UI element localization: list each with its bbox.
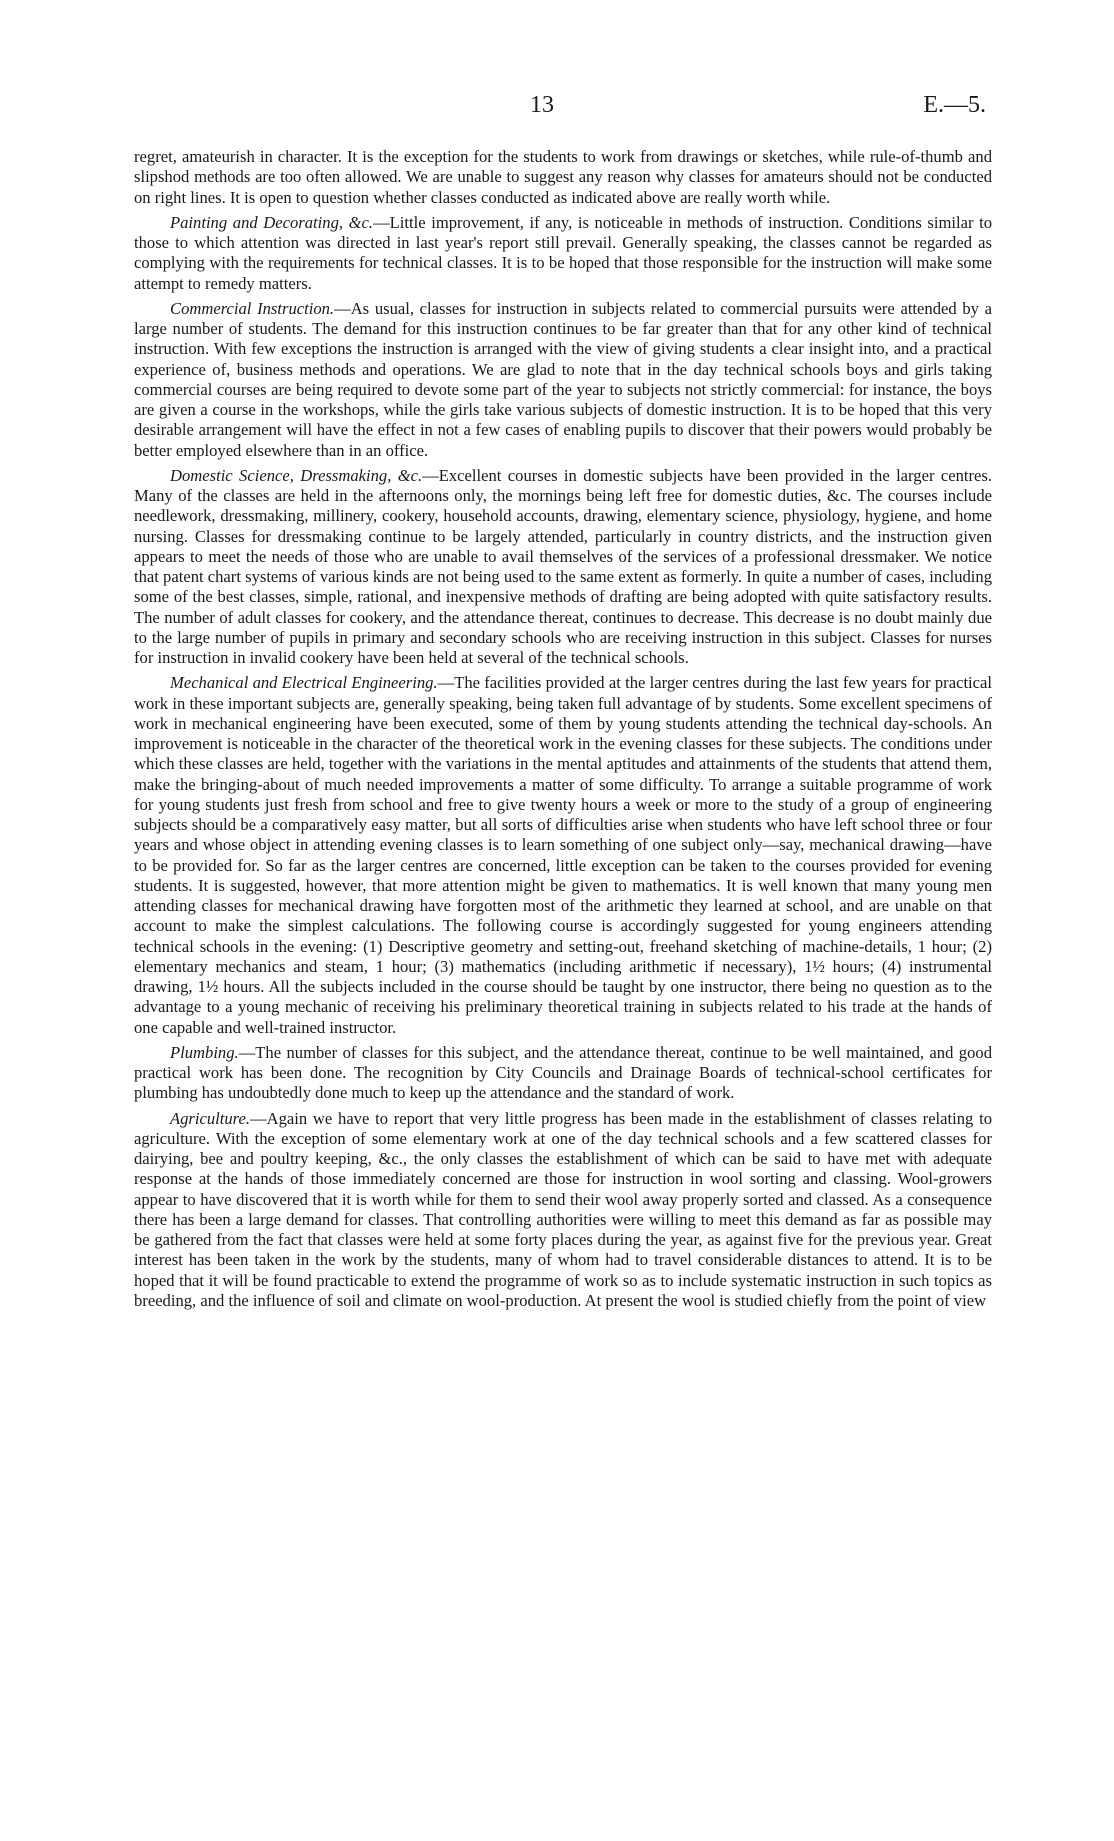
- page-code: E.—5.: [923, 92, 986, 118]
- paragraph-commercial-instruction: [134, 299, 992, 461]
- paragraph-text: —The number of classes for this subject, and the attendance thereat, continue to be well maintained, and good practical work has been done. The recognition by City Councils and Drainage Boards of technical-school certificates for plumbing has undoubtedly done much to keep up the attendance and the standard of work.: [134, 1042, 992, 1103]
- section-heading: Agriculture.: [170, 1108, 251, 1128]
- page-number: 13: [530, 92, 554, 118]
- paragraph-text: regret, amateurish in character. It is the exception for the students to work from drawings or sketches, while rule-of-thumb and slipshod methods are too often allowed. We are unable to suggest any reason why classes for amateurs should not be conducted on right lines. It is open to question whether classes conducted as indicated above are really worth while.: [134, 147, 992, 207]
- body-text: [134, 147, 992, 1316]
- paragraph-text: —As usual, classes for instruction in subjects related to commercial pursuits were attended by a large number of students. The demand for this instruction continues to be far greater than that for any other kind of technical instruction. With few exceptions the instruction is arranged with the view of giving students a clear insight into, and a practical experience of, business methods and operations. We are glad to note that in the day technical schools boys and girls taking commercial courses are being required to devote some part of the year to subjects not strictly commercial: for instance, the boys are given a course in the workshops, while the girls take various subjects of domestic instruction. It is to be hoped that this very desirable arrangement will have the effect in not a few cases of enabling pupils to discover that their powers would probably be better employed elsewhere than in an office.: [134, 298, 992, 460]
- section-heading: Mechanical and Electrical Engineering.: [170, 673, 438, 693]
- paragraph-plumbing: [134, 1043, 992, 1104]
- paragraph-text: —The facilities provided at the larger centres during the last few years for practical work in these important subjects are, generally speaking, being taken full advantage of by students. Some excellent specimens of work in mechanical engineering have been executed, some of them by young students attending the technical day-schools. An improvement is noticeable in the character of the theoretical work in the evening classes for these subjects. The conditions under which these classes are held, together with the variations in the mental aptitudes and attainments of the students that attend them, make the bringing-about of much needed improvements a matter of some difficulty. To arrange a suitable programme of work for young students just fresh from school and free to give twenty hours a week or more to the study of a group of engineering subjects should be a comparatively easy matter, but all sorts of difficulties arise when students who have left school three or four years and whose object in attending evening classes is to learn something of one subject only—say, mechanical drawing—have to be provided for. So far as the larger centres are concerned, little exception can be taken to the courses provided for evening students. It is suggested, however, that more attention might be given to mathematics. It is well known that many young men attending classes for mechanical drawing have forgotten most of the arithmetic they learned at school, and are unable on that account to make the simplest calculations. The following course is accordingly suggested for young engineers attending technical schools in the evening: (1) Descriptive geometry and setting-out, freehand sketching of machine-details, 1 hour; (2) elementary mechanics and steam, 1 hour; (3) mathematics (including arithmetic if necessary), 1½ hours; (4) instrumental drawing, 1½ hours. All the subjects included in the course should be taught by one instructor, there being no question as to the advantage to a young mechanic of receiving his preliminary theoretical training in subjects related to his trade at the hands of one capable and well-trained instructor.: [134, 673, 992, 1037]
- page-header: [0, 92, 1114, 122]
- paragraph-engineering: [134, 673, 992, 1038]
- section-heading: Plumbing.: [170, 1042, 239, 1062]
- paragraph-text: —Little improvement, if any, is noticeable in methods of instruction. Conditions similar to those to which attention was directed in last year's report still prevail. Generally speaking, the classes cannot be regarded as complying with the requirements for technical classes. It is to be hoped that those responsible for the instruction will make some attempt to remedy matters.: [134, 212, 993, 293]
- section-heading: Commercial Instruction.: [170, 298, 335, 318]
- paragraph-continuation: [134, 147, 992, 208]
- paragraph-domestic-science: [134, 466, 992, 669]
- paragraph-text: —Again we have to report that very little progress has been made in the establishment of classes relating to agriculture. With the exception of some elementary work at one of the day technical schools and a few scattered classes for dairying, bee and poultry keeping, &c., the only classes the establishment of which can be said to have met with adequate response at the hands of those immediately concerned are those for instruction in wool sorting and classing. Wool-growers appear to have discovered that it is worth while for them to send their wool away properly sorted and classed. As a consequence there has been a large demand for classes. That controlling authorities were willing to meet this demand as far as possible may be gathered from the fact that classes were held at some forty places during the year, as against five for the previous year. Great interest has been taken in the work by the students, many of whom had to travel considerable distances to attend. It is to be hoped that it will be found practicable to extend the programme of work so as to include systematic instruction in such topics as breeding, and the influence of soil and climate on wool-production. At present the wool is studied chiefly from the point of view: [134, 1108, 992, 1310]
- paragraph-text: —Excellent courses in domestic subjects have been provided in the larger centres. Many of the classes are held in the afternoons only, the mornings being left free for domestic duties, &c. The courses include needlework, dressmaking, millinery, cookery, household accounts, drawing, elementary science, physiology, hygiene, and home nursing. Classes for dressmaking continue to be largely attended, particularly in country districts, and the instruction given appears to meet the needs of those who are unable to avail themselves of the services of a professional dressmaker. We notice that patent chart systems of various kinds are not being used to the same extent as formerly. In quite a number of cases, including some of the best classes, simple, rational, and inexpensive methods of drafting are being adopted with quite satisfactory results. The number of adult classes for cookery, and the attendance thereat, continues to decrease. This decrease is no doubt mainly due to the large number of pupils in primary and secondary schools who are receiving instruction in this subject. Classes for nurses for instruction in invalid cookery have been held at several of the technical schools.: [134, 465, 992, 667]
- section-heading: Domestic Science, Dressmaking, &c.: [170, 465, 423, 485]
- section-heading: Painting and Decorating, &c.: [170, 212, 374, 232]
- paragraph-painting-decorating: [134, 213, 992, 294]
- paragraph-agriculture: [134, 1109, 992, 1312]
